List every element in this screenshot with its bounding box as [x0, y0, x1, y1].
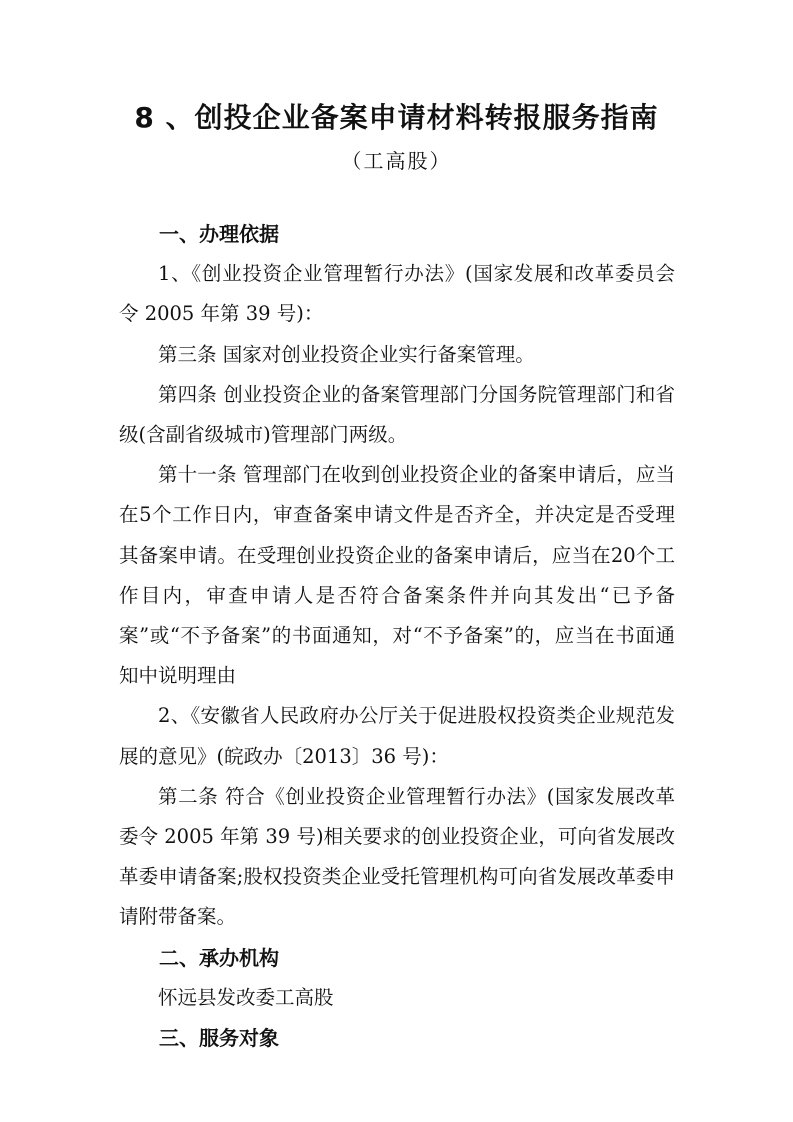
paragraph-article-2: 第二条 符合《创业投资企业管理暂行办法》(国家发展改革委令 2005 年第 39 号)相关要求的创业投资企业，可向省发展改革委申请备案;股权投资类企业受托管理机构可向省发展改革委申请附带备案。 [119, 784, 675, 929]
paragraph-agency: 怀远县发改委工高股 [158, 985, 334, 1009]
document-subtitle: （工高股） [341, 149, 452, 173]
document-title: 8 、创投企业备案申请材料转报服务指南 [134, 101, 659, 134]
paragraph-regulation-1: 1、《创业投资企业管理暂行办法》(国家发展和改革委员会令 2005 年第 39 号)： [119, 262, 675, 326]
section-heading-agency: 二、承办机构 [159, 945, 279, 970]
section-heading-basis: 一、办理依据 [159, 222, 279, 246]
paragraph-article-4: 第四条 创业投资企业的备案管理部门分国务院管理部门和省级(含副省级城市)管理部门两级。 [119, 382, 675, 447]
paragraph-regulation-2: 2、《安徽省人民政府办公厅关于促进股权投资类企业规范发展的意见》(皖政办〔2013〕36 号)： [119, 704, 675, 768]
paragraph-article-11: 第十一条 管理部门在收到创业投资企业的备案申请后，应当在5个工作日内，审查备案申请文件是否齐全，并决定是否受理其备案申请。在受理创业投资企业的备案申请后，应当在20个工作目内，审查申请人是否符合备案条件并向其发出“已予备案”或“不予备案”的书面通知，对“不予备案”的，应当在书面通知中说明理由 [119, 463, 675, 688]
section-heading-service-target: 三、服务对象 [159, 1026, 279, 1051]
paragraph-article-3: 第三条 国家对创业投资企业实行备案管理。 [158, 342, 535, 366]
document-body [119, 214, 675, 1058]
